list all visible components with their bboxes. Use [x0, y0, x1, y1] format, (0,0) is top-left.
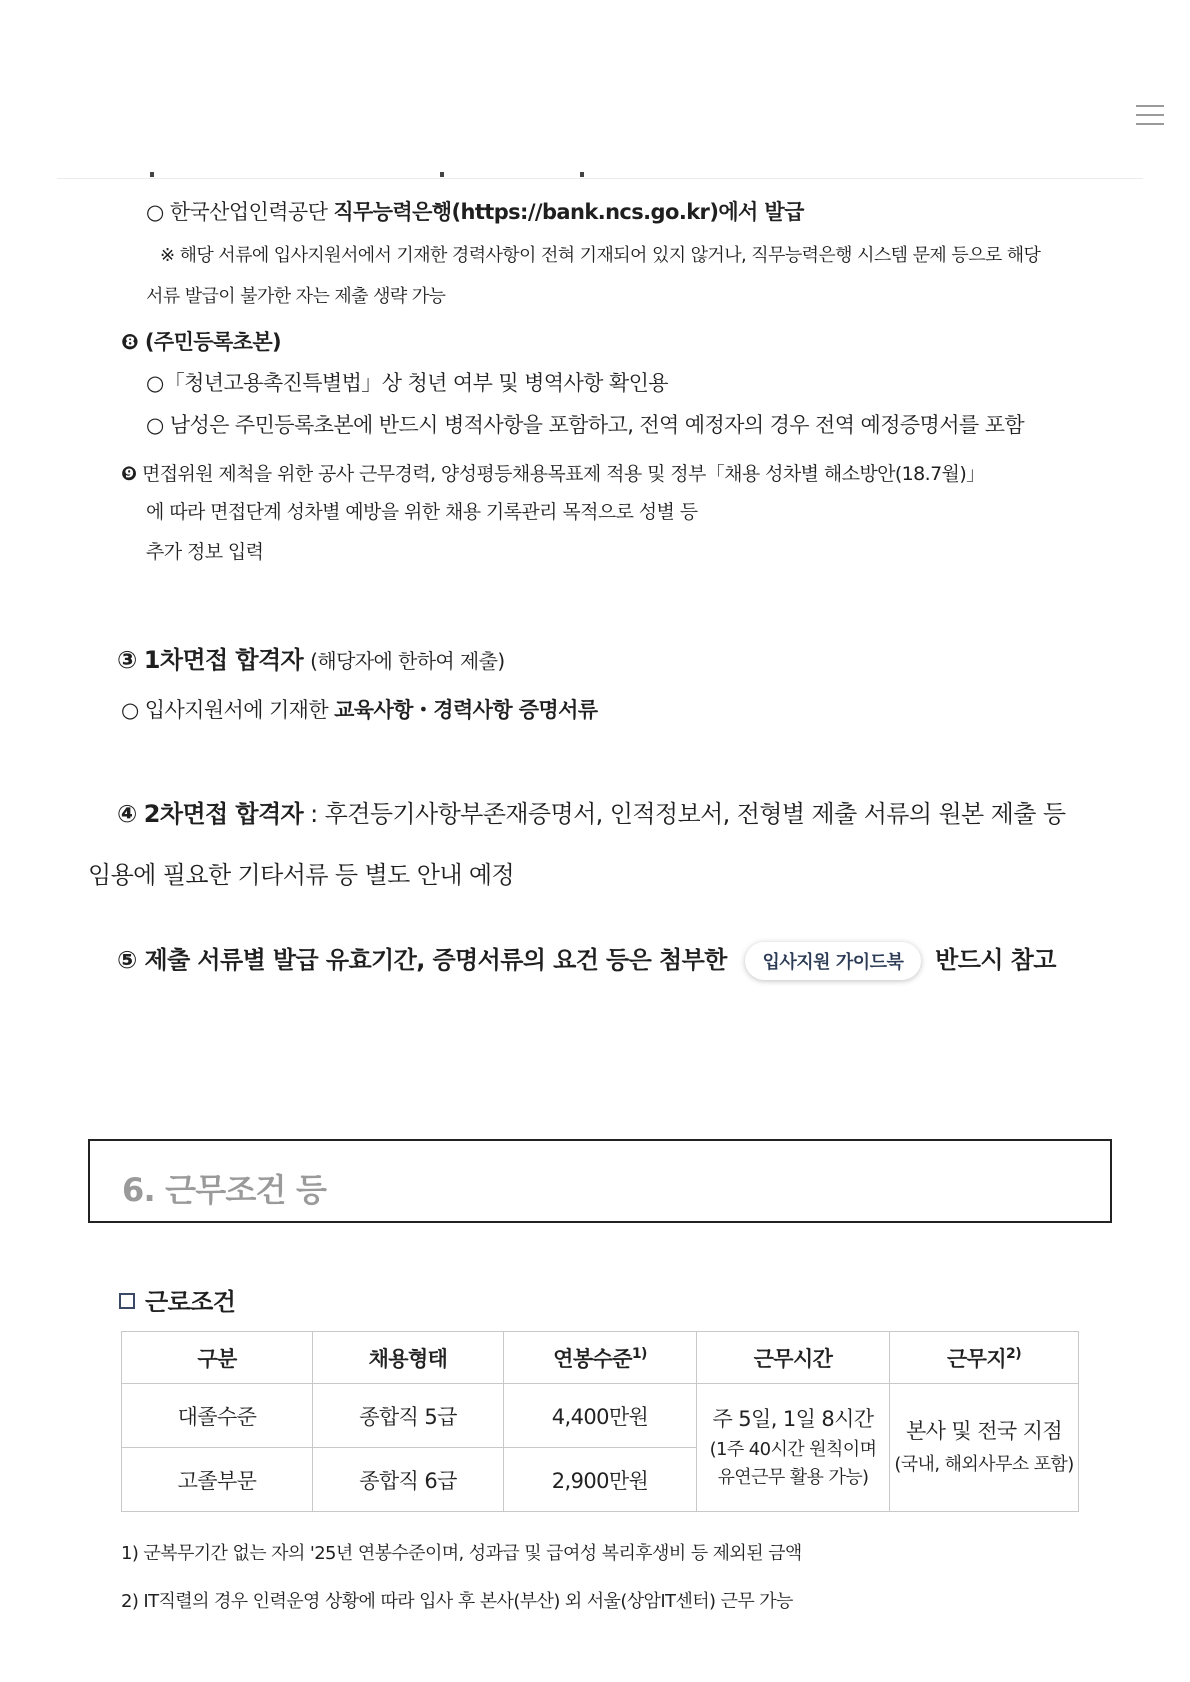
section4-title: 2차면접 합격자	[143, 800, 304, 828]
cert-issue-line	[146, 196, 804, 226]
item9-number: ❾	[121, 463, 137, 485]
item8-title: (주민등록초본)	[144, 330, 282, 354]
menu-icon[interactable]	[1136, 105, 1164, 127]
item9-line1	[121, 459, 985, 486]
section4-line2: 임용에 필요한 기타서류 등 별도 안내 예정	[88, 861, 515, 889]
cell-location	[890, 1384, 1079, 1512]
cert-issue-prefix: ○ 한국산업인력공단	[146, 200, 334, 224]
salary-footnote-mark: 1)	[631, 1345, 647, 1362]
footnote-1: 1) 군복무기간 없는 자의 '25년 연봉수준이며, 성과급 및 급여성 복리후생비 등 제외된 금액	[121, 1543, 802, 1564]
top-header	[57, 0, 1143, 179]
section5-line	[117, 940, 1056, 980]
item8-number: ❽	[121, 330, 139, 354]
table-row	[122, 1384, 1079, 1448]
section3-line	[121, 694, 597, 724]
work-conditions-heading	[119, 1282, 235, 1317]
item8-line1: ○「청년고용촉진특별법」상 청년 여부 및 병역사항 확인용	[146, 371, 668, 395]
section5-tail: 반드시 참고	[935, 946, 1056, 974]
cell-category: 고졸부문	[122, 1448, 313, 1512]
cell-salary: 2,900만원	[504, 1448, 697, 1512]
header-location-label: 근무지	[946, 1346, 1007, 1371]
header-hours: 근무시간	[697, 1332, 890, 1384]
item8-heading	[121, 326, 281, 356]
table-header-row	[122, 1332, 1079, 1384]
cell-hours	[697, 1384, 890, 1512]
section6-header-box	[88, 1139, 1112, 1223]
location-footnote-mark: 2)	[1006, 1345, 1021, 1362]
work-conditions-table	[121, 1331, 1079, 1512]
hours-line1: 주 5일, 1일 8시간	[712, 1407, 874, 1432]
section4-heading	[117, 794, 1065, 829]
section3-line-bold: 교육사항・경력사항 증명서류	[334, 698, 598, 722]
section3-title: 1차면접 합격자	[143, 646, 304, 674]
header-type: 채용형태	[313, 1332, 504, 1384]
section3-heading	[117, 640, 505, 675]
section4-text: : 후견등기사항부존재증명서, 인적정보서, 전형별 제출 서류의 원본 제출 등	[303, 800, 1066, 828]
cert-note-line1: ※ 해당 서류에 입사지원서에서 기재한 경력사항이 전혀 기재되어 있지 않거나, 직무능력은행 시스템 문제 등으로 해당	[160, 245, 1041, 266]
cell-type: 종합직 6급	[313, 1448, 504, 1512]
cell-category: 대졸수준	[122, 1384, 313, 1448]
header-salary-label: 연봉수준	[553, 1346, 632, 1371]
section5-text: 제출 서류별 발급 유효기간, 증명서류의 요건 등은 첨부한	[144, 946, 727, 974]
header-location	[890, 1332, 1079, 1384]
section3-note: (해당자에 한하여 제출)	[310, 649, 505, 673]
item9-line3: 추가 정보 입력	[146, 541, 264, 563]
hours-line3: 유연근무 활용 가능)	[717, 1466, 869, 1488]
header-category: 구분	[122, 1332, 313, 1384]
guidebook-link-button[interactable]: 입사지원 가이드북	[745, 942, 922, 980]
clipped-text-line	[150, 172, 670, 178]
cert-note-line2: 서류 발급이 불가한 자는 제출 생략 가능	[146, 286, 446, 307]
section4-number: ④	[117, 800, 137, 828]
cell-type: 종합직 5급	[313, 1384, 504, 1448]
section5-number: ⑤	[117, 946, 137, 974]
item9-text: 면접위원 제척을 위한 공사 근무경력, 양성평등채용목표제 적용 및 정부「채용 성차별 해소방안(18.7월)」	[141, 463, 985, 485]
hours-line2: (1주 40시간 원칙이며	[709, 1438, 877, 1460]
item9-line2: 에 따라 면접단계 성차별 예방을 위한 채용 기록관리 목적으로 성별 등	[146, 501, 698, 523]
footnote-2: 2) IT직렬의 경우 인력운영 상황에 따라 입사 후 본사(부산) 외 서울(상암IT센터) 근무 가능	[121, 1591, 793, 1612]
work-conditions-title: 근로조건	[145, 1288, 236, 1316]
location-line2: (국내, 해외사무소 포함)	[894, 1454, 1074, 1476]
header-salary	[504, 1332, 697, 1384]
cell-salary: 4,400만원	[504, 1384, 697, 1448]
section3-line-prefix: ○ 입사지원서에 기재한	[121, 698, 335, 722]
square-bullet-icon	[119, 1293, 135, 1309]
section3-number: ③	[117, 646, 137, 674]
section6-title: 6. 근무조건 등	[122, 1171, 327, 1209]
cert-issue-bold: 직무능력은행(https://bank.ncs.go.kr)에서 발급	[333, 200, 804, 224]
item8-line2: ○ 남성은 주민등록초본에 반드시 병적사항을 포함하고, 전역 예정자의 경우 전역 예정증명서를 포함	[146, 413, 1025, 437]
location-line1: 본사 및 전국 지점	[905, 1419, 1063, 1444]
